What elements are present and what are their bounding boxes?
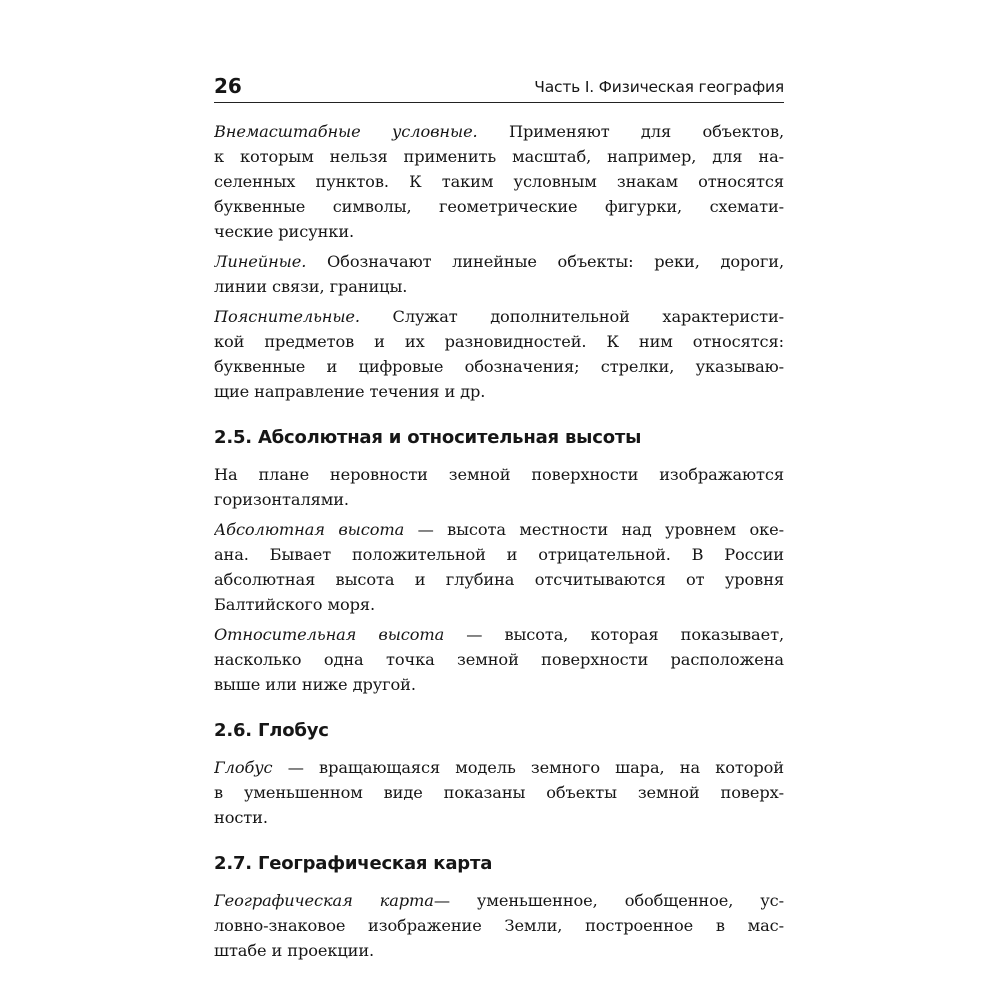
line-text: линии связи, границы. xyxy=(214,277,408,296)
text-line xyxy=(214,542,784,567)
defined-term: Пояснительные. xyxy=(214,307,360,326)
text-line xyxy=(214,274,784,299)
text-line xyxy=(214,517,784,542)
text-line xyxy=(214,805,784,830)
defined-term: Линейные. xyxy=(214,252,307,271)
text-line xyxy=(214,249,784,274)
defined-term: Абсолютная высота xyxy=(214,520,405,539)
text-line xyxy=(214,913,784,938)
section-title: Глобус xyxy=(257,720,329,741)
defined-term: Географическая карта xyxy=(214,891,434,910)
line-text: ности. xyxy=(214,808,268,827)
line-text: щие направление течения и др. xyxy=(214,382,486,401)
text-line xyxy=(214,119,784,144)
defined-term: Глобус xyxy=(214,758,273,777)
text-line xyxy=(214,379,784,404)
text-line xyxy=(214,938,784,963)
text-line xyxy=(214,354,784,379)
section-heading xyxy=(214,426,784,450)
paragraph xyxy=(214,304,784,404)
line-text: Служат дополнительной характеристи- xyxy=(359,307,784,326)
text-line xyxy=(214,647,784,672)
paragraph xyxy=(214,119,784,244)
line-text: — высота местности над уровнем оке- xyxy=(404,520,784,539)
text-line xyxy=(214,622,784,647)
section-number: 2.5. xyxy=(214,427,252,448)
paragraph xyxy=(214,755,784,830)
line-text: Балтийского моря. xyxy=(214,595,376,614)
paragraph xyxy=(214,517,784,617)
text-line xyxy=(214,755,784,780)
text-line xyxy=(214,144,784,169)
line-text: горизонталями. xyxy=(214,490,349,509)
running-title: Часть I. Физическая география xyxy=(534,78,784,96)
line-text: к которым нельзя применить масштаб, например, для на- xyxy=(214,147,784,166)
line-text: — вращающаяся модель земного шара, на которой xyxy=(272,758,784,777)
text-line xyxy=(214,462,784,487)
line-text: буквенные символы, геометрические фигурки, схемати- xyxy=(214,197,784,216)
line-text: ческие рисунки. xyxy=(214,222,355,241)
text-line xyxy=(214,329,784,354)
page-number: 26 xyxy=(214,74,242,98)
text-line xyxy=(214,567,784,592)
page-body xyxy=(214,119,784,968)
defined-term: Внемасштабные условные. xyxy=(214,122,478,141)
section-heading xyxy=(214,852,784,876)
section-title: Географическая карта xyxy=(257,853,493,874)
line-text: ана. Бывает положительной и отрицательной. В России xyxy=(214,545,784,564)
section-number: 2.7. xyxy=(214,853,252,874)
line-text: — уменьшенное, обобщенное, ус- xyxy=(433,891,784,910)
paragraph xyxy=(214,462,784,512)
line-text: — высота, которая показывает, xyxy=(444,625,784,644)
text-line xyxy=(214,780,784,805)
line-text: селенных пунктов. К таким условным знакам относятся xyxy=(214,172,784,191)
line-text: Применяют для объектов, xyxy=(477,122,784,141)
text-line xyxy=(214,194,784,219)
line-text: буквенные и цифровые обозначения; стрелки, указываю- xyxy=(214,357,784,376)
line-text: штабе и проекции. xyxy=(214,941,375,960)
text-line xyxy=(214,888,784,913)
section-heading xyxy=(214,719,784,743)
text-line xyxy=(214,487,784,512)
section-title: Абсолютная и относительная высоты xyxy=(257,427,642,448)
page-header xyxy=(214,72,784,103)
line-text: Обозначают линейные объекты: реки, дороги, xyxy=(306,252,784,271)
line-text: ловно-знаковое изображение Земли, построенное в мас- xyxy=(214,916,784,935)
paragraph xyxy=(214,888,784,963)
line-text: На плане неровности земной поверхности изображаются xyxy=(214,465,784,484)
paragraph xyxy=(214,622,784,697)
paragraph xyxy=(214,249,784,299)
text-line xyxy=(214,304,784,329)
line-text: кой предметов и их разновидностей. К ним относятся: xyxy=(214,332,784,351)
text-line xyxy=(214,169,784,194)
text-line xyxy=(214,219,784,244)
section-number: 2.6. xyxy=(214,720,252,741)
text-line xyxy=(214,672,784,697)
line-text: выше или ниже другой. xyxy=(214,675,416,694)
line-text: абсолютная высота и глубина отсчитываются от уровня xyxy=(214,570,784,589)
defined-term: Относительная высота xyxy=(214,625,445,644)
line-text: насколько одна точка земной поверхности расположена xyxy=(214,650,784,669)
text-line xyxy=(214,592,784,617)
line-text: в уменьшенном виде показаны объекты земной поверх- xyxy=(214,783,784,802)
